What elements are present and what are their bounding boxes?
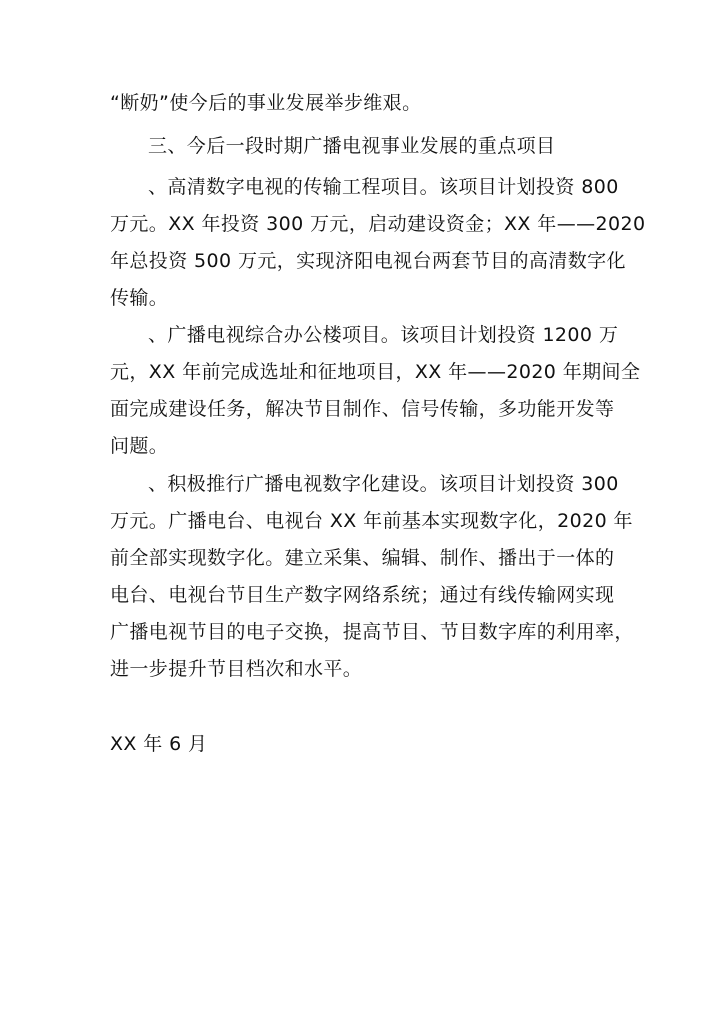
text-line-12: 万元。广播电台、电视台 XX 年前基本实现数字化，2020 年 xyxy=(110,510,633,532)
text-line-14: 电台、电视台节目生产数字网络系统；通过有线传输网实现 xyxy=(110,584,615,606)
section-heading: 三、今后一段时期广播电视事业发展的重点项目 xyxy=(148,135,556,157)
text-line-3: 、高清数字电视的传输工程项目。该项目计划投资 800 xyxy=(148,176,619,198)
text-line-5: 年总投资 500 万元，实现济阳电视台两套节目的高清数字化 xyxy=(110,250,626,272)
text-line-9: 面完成建设任务，解决节目制作、信号传输，多功能开发等 xyxy=(110,398,615,420)
document-date: XX 年 6 月 xyxy=(110,733,208,755)
text-line-11: 、积极推行广播电视数字化建设。该项目计划投资 300 xyxy=(148,473,619,495)
text-line-13: 前全部实现数字化。建立采集、编辑、制作、播出于一体的 xyxy=(110,547,615,569)
text-line-8: 元，XX 年前完成选址和征地项目，XX 年——2020 年期间全 xyxy=(110,361,641,383)
text-line-4: 万元。XX 年投资 300 万元，启动建设资金；XX 年——2020 xyxy=(110,213,646,235)
text-line-10: 问题。 xyxy=(110,435,169,457)
text-line-15: 广播电视节目的电子交换，提高节目、节目数字库的利用率， xyxy=(110,621,634,643)
text-line-16: 进一步提升节目档次和水平。 xyxy=(110,658,363,680)
text-line-6: 传输。 xyxy=(110,287,169,309)
text-line-7: 、广播电视综合办公楼项目。该项目计划投资 1200 万 xyxy=(148,324,619,346)
text-line-1: “断奶”使今后的事业发展举步维艰。 xyxy=(110,92,422,114)
